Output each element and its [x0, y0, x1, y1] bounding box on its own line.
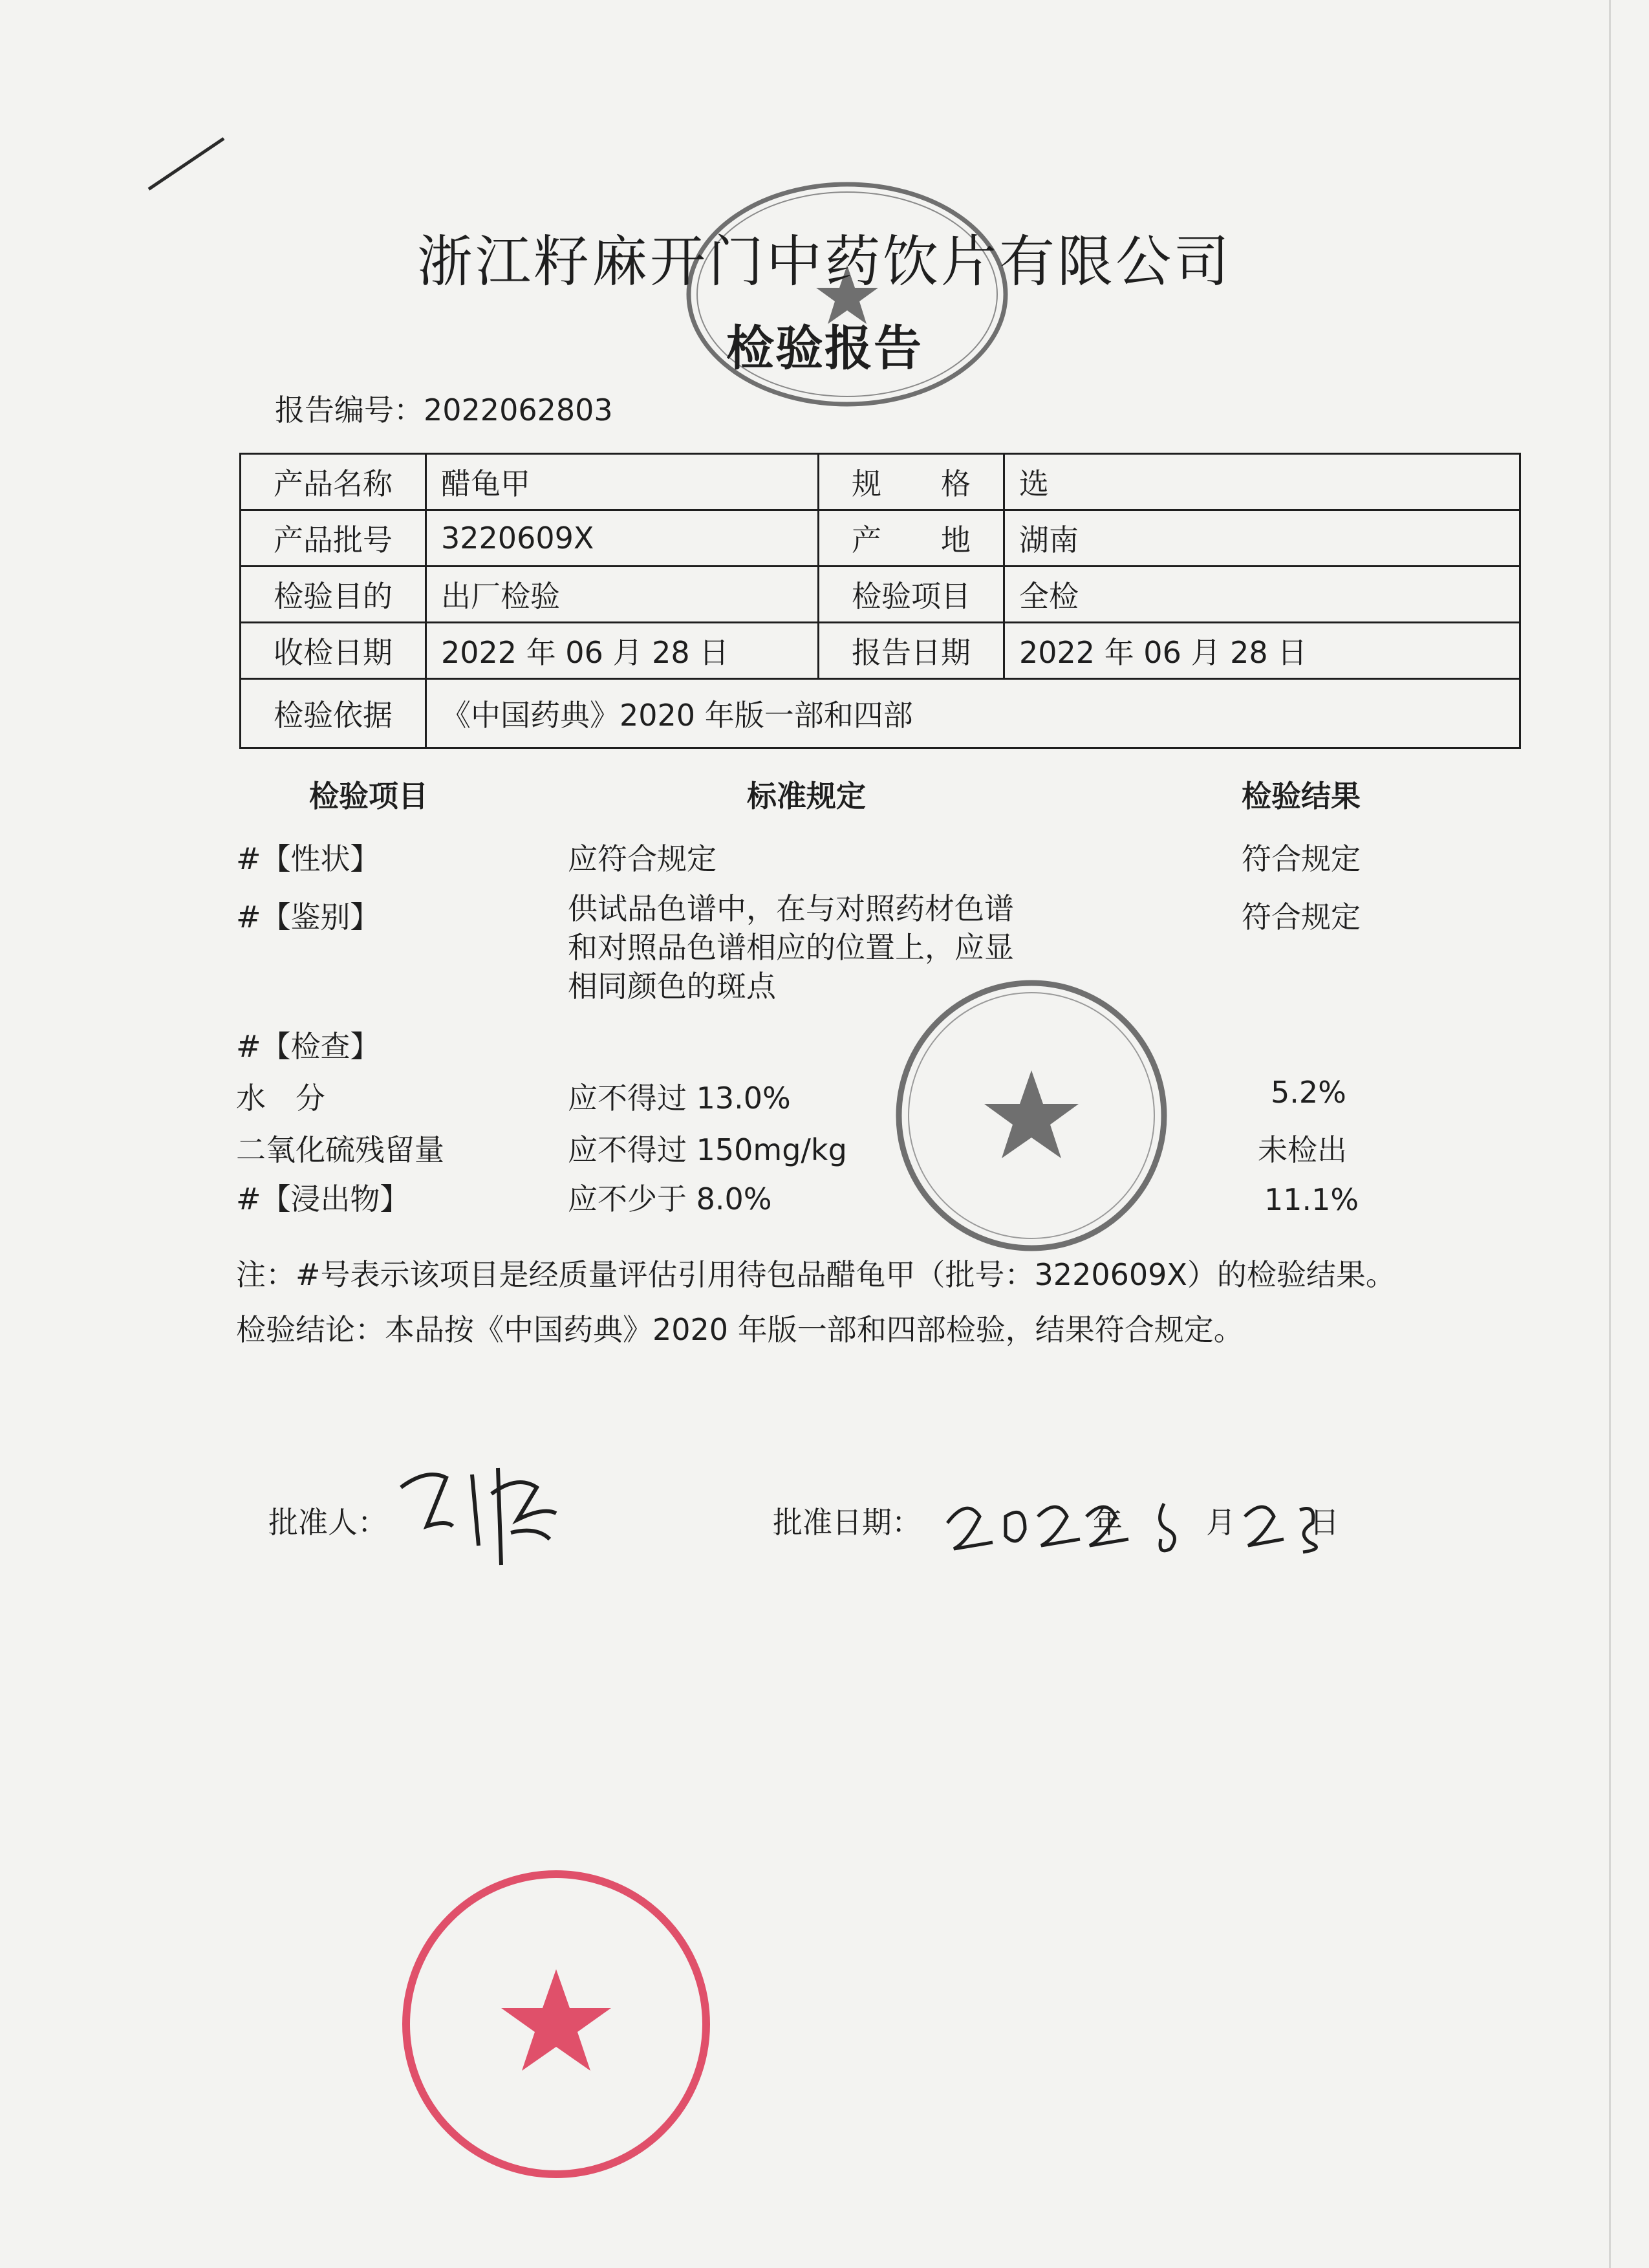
row-standard: 应符合规定 [568, 841, 717, 876]
row-standard: 应不得过 13.0% [568, 1081, 791, 1116]
spec-value: 选 [1004, 454, 1520, 510]
report-number-label: 报告编号： [275, 393, 424, 427]
origin-label: 产 地 [819, 510, 1004, 567]
red-quality-stamp [394, 1863, 718, 2186]
header-standard: 标准规定 [747, 779, 866, 814]
product-name-value: 醋龟甲 [426, 454, 819, 510]
header-result: 检验结果 [1242, 779, 1361, 814]
standard-line: 供试品色谱中，在与对照药材色谱 [568, 891, 1014, 926]
purpose-value: 出厂检验 [426, 567, 819, 623]
day-char: 日 [1310, 1505, 1339, 1540]
product-name-label: 产品名称 [241, 454, 426, 510]
batch-value: 3220609X [426, 510, 819, 567]
standard-line: 和对照品色谱相应的位置上，应显 [568, 930, 1014, 965]
header-item: 检验项目 [309, 779, 428, 814]
approval-date-handwriting [941, 1478, 1342, 1562]
origin-value: 湖南 [1004, 510, 1520, 567]
report-number [275, 387, 613, 429]
month-char: 月 [1206, 1505, 1236, 1540]
document-title: 检验报告 [726, 321, 923, 376]
spec-label: 规 格 [819, 454, 1004, 510]
batch-label: 产品批号 [241, 510, 426, 567]
basis-label: 检验依据 [241, 679, 426, 748]
receive-date-label: 收检日期 [241, 623, 426, 679]
approver-signature [388, 1449, 582, 1578]
items-value: 全检 [1004, 567, 1520, 623]
row-item: #【鉴别】 [236, 900, 380, 934]
items-label: 检验项目 [819, 567, 1004, 623]
row-item: #【检查】 [236, 1029, 380, 1064]
report-date-value: 2022 年 06 月 28 日 [1004, 623, 1520, 679]
row-result: 5.2% [1271, 1075, 1346, 1110]
conclusion: 检验结论：本品按《中国药典》2020 年版一部和四部检验，结果符合规定。 [236, 1312, 1244, 1347]
row-item: #【性状】 [236, 841, 380, 876]
approval-date-label: 批准日期： [773, 1505, 921, 1540]
year-char: 年 [1093, 1505, 1123, 1540]
footnote: 注：#号表示该项目是经质量评估引用待包品醋龟甲（批号：3220609X）的检验结果。 [236, 1257, 1396, 1292]
row-result: 11.1% [1264, 1182, 1359, 1217]
row-standard: 应不得过 150mg/kg [568, 1132, 847, 1167]
purpose-label: 检验目的 [241, 567, 426, 623]
scan-mark [148, 137, 225, 190]
product-info-table [239, 453, 1521, 749]
row-result: 符合规定 [1242, 900, 1361, 934]
row-item: #【浸出物】 [236, 1182, 410, 1216]
approver-label: 批准人： [268, 1505, 387, 1540]
row-standard: 应不少于 8.0% [568, 1182, 772, 1216]
middle-company-stamp [870, 967, 1193, 1264]
report-number-value: 2022062803 [424, 393, 613, 427]
standard-line: 相同颜色的斑点 [568, 969, 776, 1004]
receive-date-value: 2022 年 06 月 28 日 [426, 623, 819, 679]
company-name: 浙江籽麻开门中药饮片有限公司 [417, 230, 1232, 294]
row-result: 未检出 [1258, 1132, 1347, 1167]
basis-value: 《中国药典》2020 年版一部和四部 [426, 679, 1520, 748]
row-item: 二氧化硫残留量 [236, 1132, 444, 1167]
report-date-label: 报告日期 [819, 623, 1004, 679]
row-result: 符合规定 [1242, 841, 1361, 876]
row-item: 水 分 [236, 1081, 325, 1116]
